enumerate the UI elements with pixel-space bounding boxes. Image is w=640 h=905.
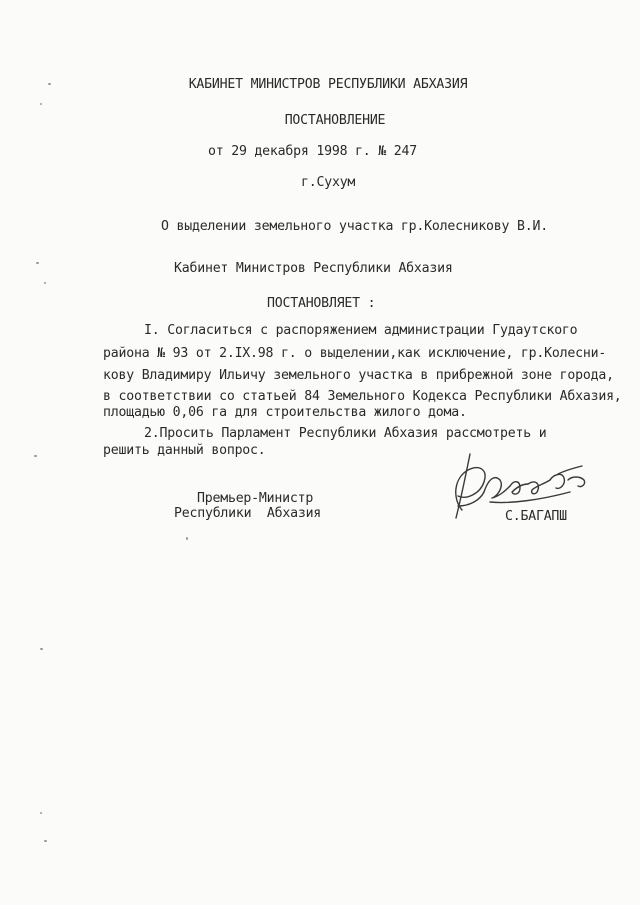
scan-speck xyxy=(40,812,42,814)
signatory-title-line-1: Премьер-Министр xyxy=(197,491,314,506)
body-intro: Кабинет Министров Республики Абхазия xyxy=(174,261,453,276)
scan-speck xyxy=(44,840,47,842)
subject-line: О выделении земельного участка гр.Колесникову В.И. xyxy=(161,219,548,234)
paragraph-1-line-1: I. Согласиться с распоряжением администрации Гудаутского xyxy=(144,323,578,338)
city: г.Сухум xyxy=(301,175,356,190)
date-and-number: от 29 декабря 1998 г. № 247 xyxy=(208,144,417,159)
scan-speck xyxy=(36,262,39,264)
document-type-heading: ПОСТАНОВЛЕНИЕ xyxy=(284,113,386,128)
scan-speck xyxy=(44,282,46,284)
paragraph-2-line-2: решить данный вопрос. xyxy=(103,443,266,458)
scan-speck xyxy=(40,103,42,105)
scan-speck xyxy=(40,648,43,650)
paragraph-1-line-3: кову Владимиру Ильичу земельного участка в прибрежной зоне города, xyxy=(103,368,614,383)
signatory-name: С.БАГАПШ xyxy=(505,509,567,524)
paragraph-1-line-5: площадью 0,06 га для строительства жилого дома. xyxy=(103,405,467,420)
scan-speck xyxy=(186,537,188,540)
paragraph-1-line-4: в соответствии со статьей 84 Земельного Кодекса Республики Абхазия, xyxy=(103,389,622,404)
scan-speck xyxy=(34,455,37,457)
organization-heading: КАБИНЕТ МИНИСТРОВ РЕСПУБЛИКИ АБХАЗИЯ xyxy=(188,77,468,92)
signatory-title-line-2: Республики Абхазия xyxy=(174,506,322,521)
decree-word: ПОСТАНОВЛЯЕТ : xyxy=(267,296,376,311)
paragraph-2-line-1: 2.Просить Парламент Республики Абхазия рассмотреть и xyxy=(144,426,547,441)
scan-speck xyxy=(48,83,51,85)
paragraph-1-line-2: района № 93 от 2.IX.98 г. о выделении,как исключение, гр.Колесни- xyxy=(103,346,607,361)
